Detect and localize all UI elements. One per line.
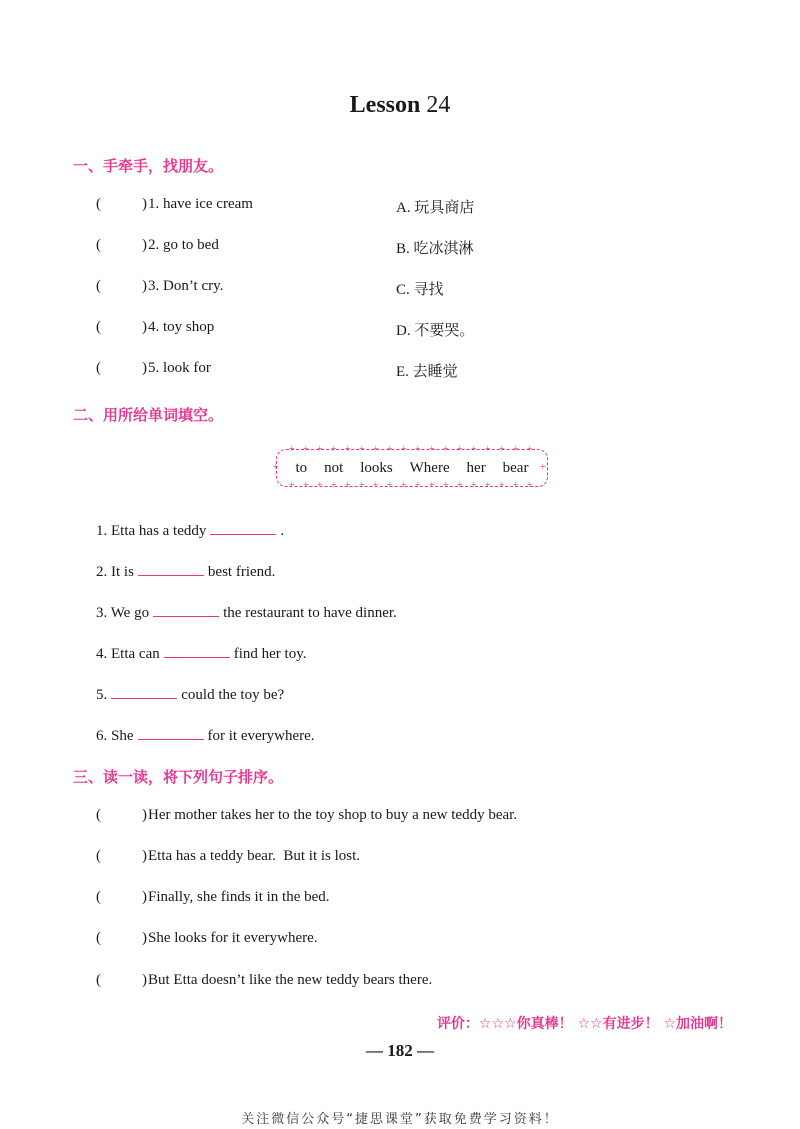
match-item-text: 4. toy shop bbox=[148, 319, 215, 335]
fill-blank[interactable] bbox=[111, 684, 177, 699]
order-sentence: But Etta doesn’t like the new teddy bears there. bbox=[148, 972, 433, 988]
border-plus-mark: + bbox=[443, 444, 449, 455]
sentence-text: 6. She bbox=[96, 728, 134, 744]
border-plus-mark: + bbox=[359, 444, 365, 455]
fill-blank[interactable] bbox=[138, 561, 204, 576]
answer-paren-close: ) bbox=[142, 807, 147, 823]
fill-sentence bbox=[96, 684, 284, 704]
match-item-text: 2. go to bed bbox=[148, 237, 219, 253]
border-plus-mark: + bbox=[415, 444, 421, 455]
border-plus-mark: + bbox=[289, 444, 295, 455]
border-plus-mark: + bbox=[429, 444, 435, 455]
fill-blank[interactable] bbox=[210, 520, 276, 535]
match-option-text: C. 寻找 bbox=[396, 282, 444, 298]
border-plus-mark: + bbox=[359, 480, 365, 491]
answer-paren-close: ) bbox=[142, 319, 147, 335]
answer-paren-close: ) bbox=[142, 278, 147, 294]
answer-paren-open[interactable]: ( bbox=[96, 278, 101, 294]
sentence-text: 2. It is bbox=[96, 564, 134, 580]
answer-paren-open[interactable]: ( bbox=[96, 360, 101, 376]
answer-paren-open[interactable]: ( bbox=[96, 889, 101, 905]
lesson-title bbox=[0, 92, 800, 119]
border-plus-mark: + bbox=[401, 444, 407, 455]
border-plus-mark: + bbox=[429, 480, 435, 491]
border-plus-mark: + bbox=[373, 444, 379, 455]
fill-blank[interactable] bbox=[164, 643, 230, 658]
sentence-text: 4. Etta can bbox=[96, 646, 160, 662]
rating-line: 评价：☆☆☆你真棒！ ☆☆有进步！ ☆加油啊！ bbox=[436, 1016, 732, 1032]
border-plus-mark: + bbox=[499, 444, 505, 455]
section1-heading: 一、手牵手，找朋友。 bbox=[73, 157, 224, 175]
order-sentence: Finally, she finds it in the bed. bbox=[148, 889, 330, 905]
word-bank-word: to bbox=[295, 459, 308, 476]
match-option-text: E. 去睡觉 bbox=[396, 364, 458, 380]
match-item-text: 1. have ice cream bbox=[148, 196, 253, 212]
border-plus-mark: + bbox=[457, 480, 463, 491]
answer-paren-open[interactable]: ( bbox=[96, 196, 101, 212]
sentence-text: for it everywhere. bbox=[207, 728, 315, 744]
answer-paren-close: ) bbox=[142, 237, 147, 253]
border-plus-mark: + bbox=[457, 444, 463, 455]
fill-sentence bbox=[96, 561, 275, 581]
border-plus-mark: + bbox=[373, 480, 379, 491]
word-bank-word: Where bbox=[409, 459, 450, 476]
fill-blank[interactable] bbox=[138, 725, 204, 740]
lesson-number: 24 bbox=[426, 92, 451, 118]
sentence-text: find her toy. bbox=[233, 646, 307, 662]
sentence-text: 5. bbox=[96, 687, 108, 703]
fill-blank[interactable] bbox=[153, 602, 219, 617]
border-plus-mark: + bbox=[513, 480, 519, 491]
border-plus-mark: + bbox=[540, 462, 546, 473]
word-bank-word: looks bbox=[360, 459, 393, 476]
word-bank-word: bear bbox=[502, 459, 529, 476]
answer-paren-close: ) bbox=[142, 930, 147, 946]
border-plus-mark: + bbox=[303, 444, 309, 455]
word-bank-word: not bbox=[324, 459, 344, 476]
border-plus-mark: + bbox=[471, 480, 477, 491]
sentence-text: 1. Etta has a teddy bbox=[96, 523, 207, 539]
section2-heading: 二、用所给单词填空。 bbox=[73, 406, 224, 424]
border-plus-mark: + bbox=[527, 480, 533, 491]
match-option-text: B. 吃冰淇淋 bbox=[396, 241, 474, 257]
border-plus-mark: + bbox=[345, 480, 351, 491]
answer-paren-close: ) bbox=[142, 360, 147, 376]
border-plus-mark: + bbox=[331, 444, 337, 455]
match-item-text: 3. Don’t cry. bbox=[148, 278, 224, 294]
order-sentence: Etta has a teddy bear. But it is lost. bbox=[148, 848, 361, 864]
border-plus-mark: + bbox=[345, 444, 351, 455]
footer-note: 关注微信公众号“捷思课堂”获取免费学习资料！ bbox=[241, 1112, 559, 1127]
border-plus-mark: + bbox=[303, 480, 309, 491]
answer-paren-open[interactable]: ( bbox=[96, 237, 101, 253]
answer-paren-open[interactable]: ( bbox=[96, 807, 101, 823]
border-plus-mark: + bbox=[527, 444, 533, 455]
fill-sentence bbox=[96, 602, 397, 622]
sentence-text: best friend. bbox=[207, 564, 276, 580]
border-plus-mark: + bbox=[289, 480, 295, 491]
lesson-title-text: Lesson bbox=[349, 92, 421, 118]
order-sentence: Her mother takes her to the toy shop to buy a new teddy bear. bbox=[148, 807, 518, 823]
border-plus-mark: + bbox=[443, 480, 449, 491]
border-plus-mark: + bbox=[317, 480, 323, 491]
answer-paren-close: ) bbox=[142, 848, 147, 864]
sentence-text: the restaurant to have dinner. bbox=[223, 605, 397, 621]
border-plus-mark: + bbox=[387, 480, 393, 491]
match-option-text: A. 玩具商店 bbox=[396, 200, 475, 216]
border-plus-mark: + bbox=[387, 444, 393, 455]
border-plus-mark: + bbox=[485, 444, 491, 455]
answer-paren-open[interactable]: ( bbox=[96, 930, 101, 946]
border-plus-mark: + bbox=[331, 480, 337, 491]
word-bank-word: her bbox=[466, 459, 486, 476]
border-plus-mark: + bbox=[273, 462, 279, 473]
answer-paren-open[interactable]: ( bbox=[96, 972, 101, 988]
order-sentence: She looks for it everywhere. bbox=[148, 930, 318, 946]
border-plus-mark: + bbox=[485, 480, 491, 491]
answer-paren-close: ) bbox=[142, 889, 147, 905]
section3-heading: 三、读一读，将下列句子排序。 bbox=[73, 768, 284, 786]
border-plus-mark: + bbox=[317, 444, 323, 455]
word-bank-box bbox=[273, 444, 548, 491]
match-item-text: 5. look for bbox=[148, 360, 211, 376]
border-plus-mark: + bbox=[499, 480, 505, 491]
answer-paren-close: ) bbox=[142, 972, 147, 988]
border-plus-mark: + bbox=[401, 480, 407, 491]
answer-paren-close: ) bbox=[142, 196, 147, 212]
page-number: — 182 — bbox=[366, 1041, 434, 1060]
border-plus-mark: + bbox=[415, 480, 421, 491]
fill-sentence bbox=[96, 643, 307, 663]
answer-paren-open[interactable]: ( bbox=[96, 319, 101, 335]
sentence-text: 3. We go bbox=[96, 605, 150, 621]
answer-paren-open[interactable]: ( bbox=[96, 848, 101, 864]
sentence-text: could the toy be? bbox=[181, 687, 285, 703]
border-plus-mark: + bbox=[471, 444, 477, 455]
sentence-text: . bbox=[280, 523, 285, 539]
border-plus-mark: + bbox=[513, 444, 519, 455]
fill-sentence bbox=[96, 520, 284, 540]
fill-sentence bbox=[96, 725, 315, 745]
match-option-text: D. 不要哭。 bbox=[396, 323, 475, 339]
